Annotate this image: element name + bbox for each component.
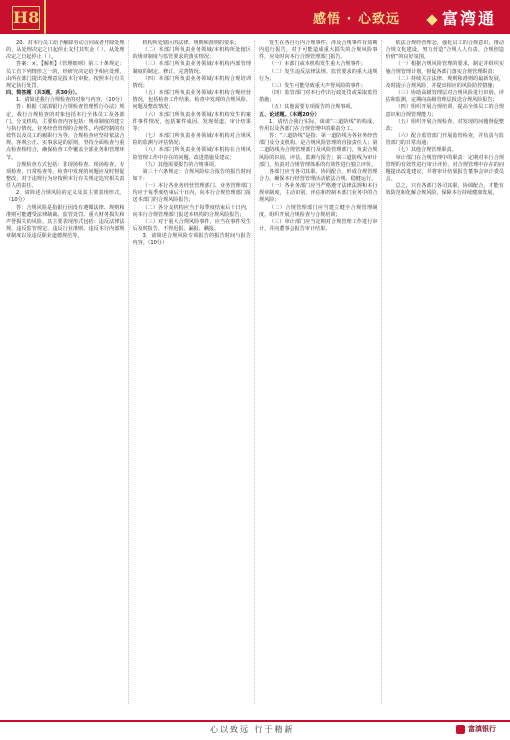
paragraph: （四）监管部门对本行作出行政处罚或采取监管措施； (259, 90, 378, 104)
paragraph: （二）各分支机构应当于每季度结束后十日内，向本行合规管理部门报送本机构的合规风险报告； (132, 204, 251, 218)
paragraph: 依法合规经营理念，强化员工的合规意识，推动合规文化建设，努力营造“合规人人有责、合规创造价值”的良好氛围。 (385, 40, 504, 61)
paragraph: （四）本部门所负责业务领域/本机构合规培训情况； (132, 75, 251, 89)
paragraph: 审计部门在合规管理中的职责：定期对本行合规管理的有效性进行审计评价，对合规管理中存在的问题提出改进建议，并将审计结果报告董事会审计委员会。 (385, 154, 504, 182)
header-slogan: 感悟 · 心致远 (313, 12, 400, 27)
column-title-text: 富湾通 (441, 9, 496, 28)
paragraph: 1．请简述我行合规检查的对象与内容。（10分） (16, 97, 126, 104)
paragraph: （九）其他需要报告的合规事项。 (142, 161, 219, 168)
section-heading: 四、简答题（共3题，共30分）。 (6, 90, 81, 97)
page-header (0, 0, 510, 34)
diamond-icon (426, 14, 437, 25)
paragraph: （七）其他合规管理职责。 (395, 147, 457, 154)
paragraph: （三）对于重大合规风险事件，应当在事件发生后及时报告，不得迟报、漏报、瞒报。 (132, 218, 251, 233)
paragraph: 总之，只有各部门各司其职、协调配合，才能有效防范和化解合规风险，保障本行持续健康发展。 (385, 183, 504, 197)
header-divider (44, 0, 46, 34)
paragraph: （七）本部门所负责业务领域/本机构对合规风险的监测与评估情况； (132, 133, 251, 147)
paragraph: 答：根据《富滇银行合规检查管理暂行办法》规定，我行合规检查的对象包括本行全体员工及各部门、分支机构，主要检查内容包括：规章制度的建立与执行情况、业务经营管理的合规性、内部控制的有效性以及员工的履职行为等。合规检查应坚持依法合规、客观公正、实事求是的原则，坚持全面检查与重点检查相结合，确保检查工作覆盖全部业务和管理环节。 (6, 104, 125, 161)
logo-mark-icon (456, 725, 465, 734)
logo-text: 富滇银行 (468, 725, 496, 733)
paragraph: 3．请简述合规风险专项报告的报告时间与报告内容。（10分） (132, 233, 251, 247)
paragraph: 20．对本行员工给予解除劳动合同或者开除处理的，从处理决定之日起停止支付其奖金（ ）。从处理决定之日起停止（ ）。 (6, 40, 125, 61)
footer-rule (0, 720, 510, 722)
paragraph: 答案：×。【解析】《管理细则》第三十条规定：员工有下列情形之一的，经研究决定给予相应处理，由所在部门提出处理意见报本行审批，按照本行有关规定执行处罚。 (6, 61, 125, 89)
paragraph: （六）配合监管部门开展监管检查，并负责与监管部门的日常沟通； (385, 133, 504, 147)
paragraph: （六）本部门所负责业务领域/本机构发生的案件事件情况，包括案件成因、发现渠道、审计结果等； (132, 111, 251, 132)
page-number: H8 (12, 6, 40, 30)
paragraph: （二）合规管理部门应当建立健全合规管理制度，组织开展合规检查与合规培训； (259, 204, 378, 218)
paragraph: （三）本部门所负责业务领域/本机构内部管理制度的制定、修订、完善情况； (132, 61, 251, 75)
paragraph: （三）协助高级管理层对合规风险进行识别、评估和监测，定期向高级管理层报送合规风险报告； (385, 90, 504, 104)
text-column-3 (259, 40, 382, 704)
text-column-2 (133, 40, 256, 704)
bank-logo (456, 724, 496, 734)
paragraph: （四）组织开展合规培训，提高全体员工的合规意识和合规管理能力； (385, 104, 504, 118)
paragraph: 2．请简述合规风险的定义及其主要表现形式。（10分） (6, 190, 125, 204)
paragraph: 发生在各自行内合规事件，涉及合规事件有效期内进行报告，对于可能造成重大损失的合规风险事件，应及时向本行合规管理部门报告。 (259, 40, 378, 61)
paragraph: （三）发生可能导致重大声誉风险的事件； (269, 82, 366, 89)
paragraph: 各部门应当各司其职、协同配合，形成合规管理合力，确保本行经营管理活动依法合规、稳健运行。 (259, 168, 378, 182)
paragraph: （一）根据合规风险管理的要求，制定并组织实施合规管理计划，督促各部门落实合规管理职责； (385, 61, 504, 75)
article-body (6, 40, 504, 704)
paragraph: 1．请结合我行实际，谈谈“三道防线”的构成、作用以及各部门在合规管理中的职责分工。 (259, 118, 378, 132)
paragraph: （五）本部门所负责业务领域/本机构合规经营情况，包括检查工作结果，检查中发现的合规风险、问题及整改情况； (132, 90, 251, 111)
column-title (428, 6, 496, 29)
section-heading: 五、论述题。（本题20分） (259, 111, 320, 118)
paragraph: 第三十六条规定：合规风险综合报告的报告时间如下： (132, 168, 251, 182)
paragraph: （八）本部门所负责业务领域/本机构在合规风险管理工作中存在的问题、改进措施及建议； (132, 147, 251, 161)
paragraph: 机构所处辖区的法律、规则和准则的要求； (142, 40, 240, 46)
page-footer (0, 710, 510, 740)
paragraph: （五）其他需要专项报告的合规事项。 (269, 104, 356, 111)
paragraph: （五）组织开展合规检查，对发现的问题督促整改； (385, 118, 504, 132)
paragraph: 合规检查方式包括：非现场检查、现场检查、专项检查、日常检查等。检查中发现的问题应及时督促整改，对于违规行为应按照本行有关规定追究相关责任人的责任。 (6, 161, 125, 190)
paragraph: （三）审计部门应当定期对合规管理工作进行审计，并向董事会报告审计结果。 (259, 218, 378, 233)
footer-motto: 心以致远 行于精新 (210, 725, 295, 734)
text-column-4 (386, 40, 505, 704)
paragraph: （一）本部门或本机构发生重大合规事件； (269, 61, 366, 68)
paragraph: （一）各业务部门应当严格遵守法律法规和本行规章制度，主动识别、评估和控制本部门业务中的合规风险； (259, 183, 378, 204)
paragraph: （一）本行各业务经营管理部门、业务管理部门均应于每季度结束后十日内，向本行合规管理部门报送本部门的合规风险报告； (132, 183, 251, 204)
paragraph: 答：合规风险是指银行因没有遵循法律、规则和准则可能遭受法律制裁、监管处罚、重大财务损失和声誉损失的风险。其主要表现形式包括：违反法律法规、违反监管规定、违反行业准则、违反本行内部规章制度以及违反职业道德规范等。 (6, 204, 125, 240)
paragraph: （二）持续关注法律、规则和准则的最新发展，及时提示合规风险，并提出相应的风险防控措施； (385, 75, 504, 89)
text-column-1 (6, 40, 129, 704)
paragraph: （二）本部门所负责业务领域/本机构所处辖区的规章制度与监管要求的落实情况； (132, 47, 251, 61)
paragraph: 答：“三道防线”是指：第一道防线为各业务经营部门及分支机构，是合规风险管理的直接责任人；第二道防线为合规管理部门及风险管理部门，负责合规风险的识别、评估、监测与报告；第三道防线为审计部门，负责对合规管理体系的有效性进行独立评价。 (259, 133, 378, 168)
paragraph: （二）发生违反法律法规、监管要求的重大违规行为； (259, 68, 378, 82)
